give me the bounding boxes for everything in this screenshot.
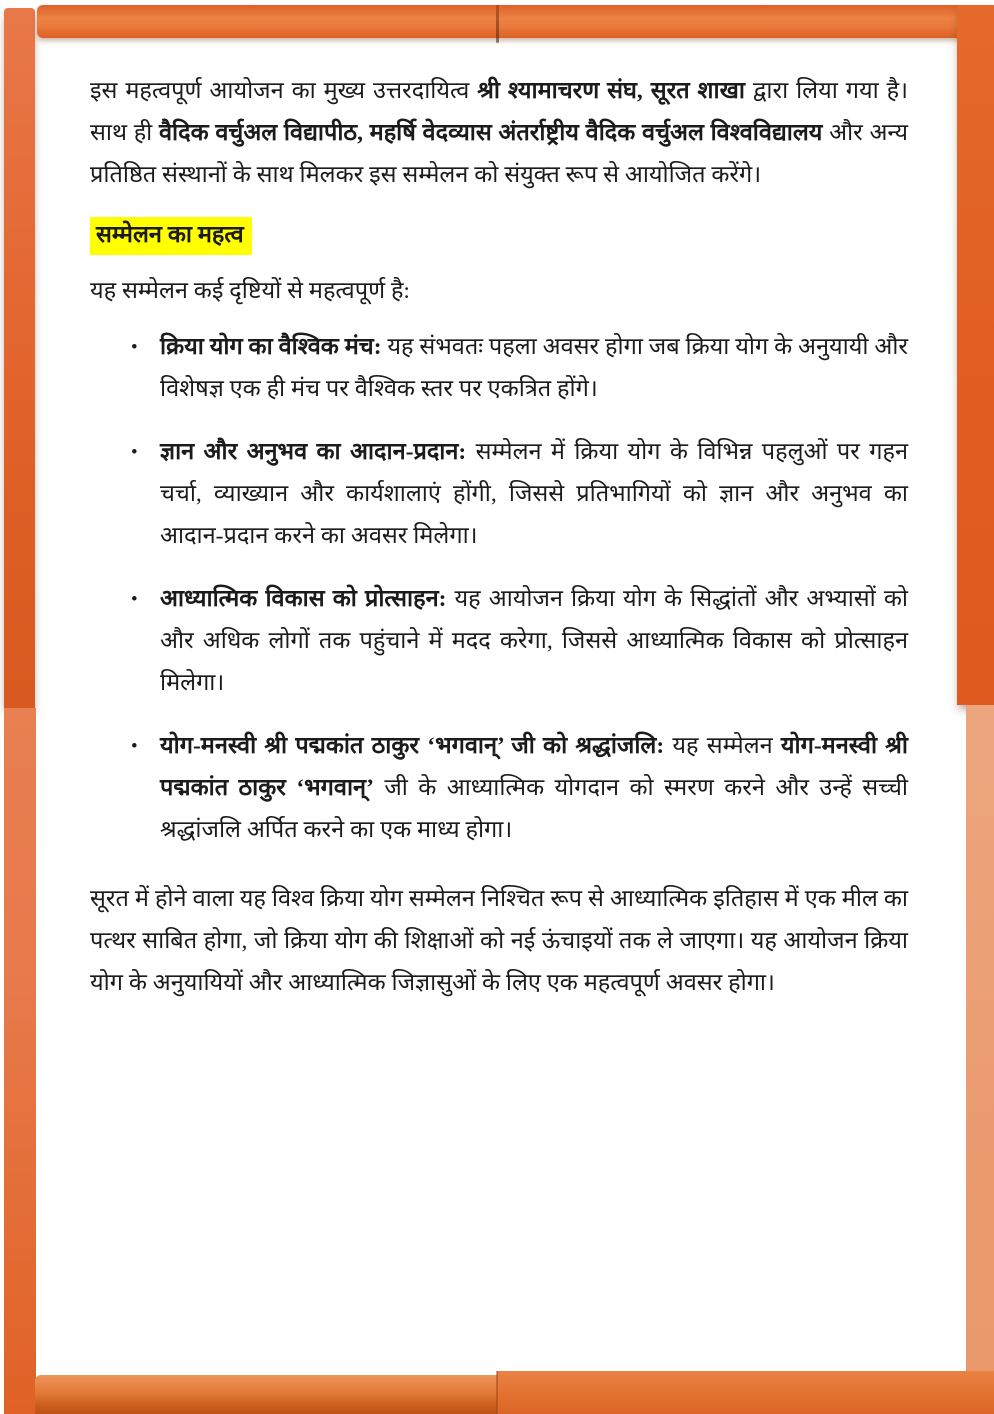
list-item-text (160, 586, 908, 696)
intro-paragraph (90, 70, 908, 196)
text-run: जी के आध्यात्मिक योगदान को स्मरण करने और उन्हें सच्ची श्रद्धांजलि अर्पित करने का एक माध्य होगा। (160, 775, 908, 843)
bold-text-run: ज्ञान और अनुभव का आदान-प्रदान: (160, 439, 467, 465)
page-border-bottom-seam (496, 1371, 498, 1414)
list-item-text (160, 439, 908, 549)
bullet-icon: • (131, 337, 138, 358)
section-heading-highlighted: सम्मेलन का महत्व (90, 217, 252, 255)
bold-text-run: योग-मनस्वी श्री पद्मकांत ठाकुर ‘भगवान्’ जी को श्रद्धांजलि: (160, 733, 665, 759)
bold-text-run: आध्यात्मिक विकास को प्रोत्साहन: (160, 586, 447, 612)
text-run: यह सम्मेलन (664, 733, 781, 759)
list-item (90, 431, 908, 557)
page-border-right-lower (966, 705, 994, 1414)
list-item (90, 578, 908, 704)
lead-line: यह सम्मेलन कई दृष्टियों से महत्वपूर्ण है: (90, 278, 410, 304)
bold-text-run: वैदिक वर्चुअल विद्यापीठ, महर्षि वेदव्यास अंतर्राष्ट्रीय वैदिक वर्चुअल विश्वविद्यालय (158, 120, 823, 146)
bold-text-run: योग-मनस्वी श्री पद्मकांत ठाकुर ‘भगवान्’ (160, 733, 908, 801)
list-item-text (160, 334, 908, 402)
page-border-right-upper (957, 5, 994, 705)
section-heading-row (90, 214, 908, 256)
page-border-left-upper (4, 8, 35, 708)
bullet-icon: • (131, 736, 138, 757)
bold-text-run: क्रिया योग का वैश्विक मंच: (160, 334, 382, 360)
bold-text-run: श्री श्यामाचरण संघ, सूरत शाखा (477, 78, 745, 104)
text-run: इस महत्वपूर्ण आयोजन का मुख्य उत्तरदायित्व (90, 78, 478, 104)
text-run: यह आयोजन क्रिया योग के सिद्धांतों और अभ्यासों को और अधिक लोगों तक पहुंचाने में मदद करेगा, जिससे आध्यात्मिक विकास को प्रोत्साहन मिलेगा। (160, 586, 908, 696)
bullet-icon: • (131, 442, 138, 463)
text-run: द्वारा लिया गया है। साथ ही (90, 78, 908, 146)
text-run: यह संभवतः पहला अवसर होगा जब क्रिया योग के अनुयायी और विशेषज्ञ एक ही मंच पर वैश्विक स्तर पर एकत्रित होंगे। (160, 334, 908, 402)
closing-paragraph: सूरत में होने वाला यह विश्व क्रिया योग सम्मेलन निश्चित रूप से आध्यात्मिक इतिहास में एक मील का पत्थर साबित होगा, जो क्रिया योग की शिक्षाओं को नई ऊंचाइयों तक ले जाएगा। यह आयोजन क्रिया योग के अनुयायियों और आध्यात्मिक जिज्ञासुओं के लिए एक महत्वपूर्ण अवसर होगा। (90, 886, 908, 996)
page-border-bottom-left (35, 1375, 497, 1414)
text-run: सम्मेलन में क्रिया योग के विभिन्न पहलुओं पर गहन चर्चा, व्याख्यान और कार्यशालाएं होंगी, जिससे प्रतिभागियों को ज्ञान और अनुभव का आदान-प्रदान करने का अवसर मिलेगा। (160, 439, 908, 549)
importance-list (90, 326, 908, 851)
document-content (90, 70, 908, 1004)
list-item (90, 326, 908, 410)
list-item-text (160, 733, 908, 843)
text-run: और अन्य प्रतिष्ठित संस्थानों के साथ मिलकर इस सम्मेलन को संयुक्त रूप से आयोजित करेंगे। (90, 120, 908, 188)
page-border-top (37, 5, 994, 38)
page-border-bottom-right (497, 1371, 994, 1414)
page-border-left-lower (4, 708, 36, 1414)
page-border-top-seam (496, 5, 499, 43)
bullet-icon: • (131, 589, 138, 610)
list-item (90, 725, 908, 851)
